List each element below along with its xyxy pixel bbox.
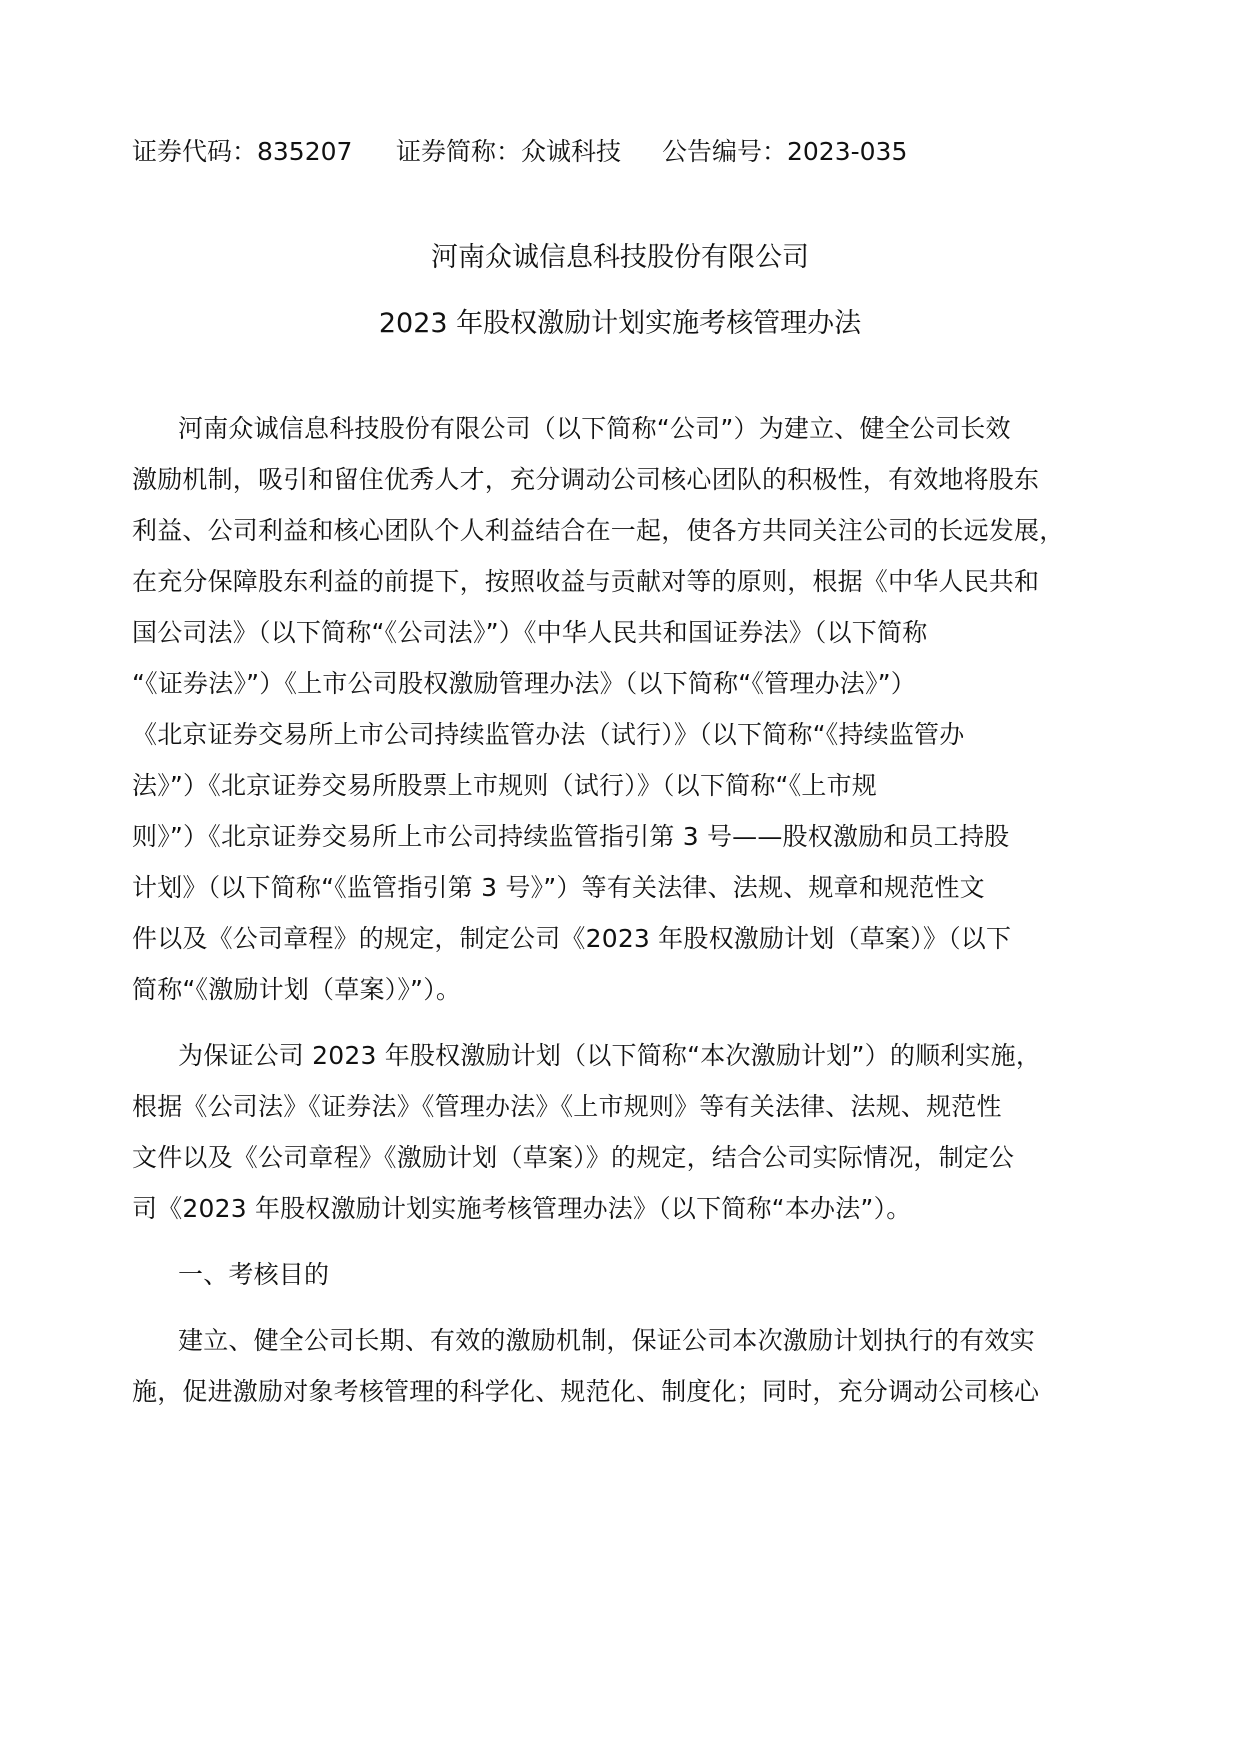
paragraph-line: 施，促进激励对象考核管理的科学化、规范化、制度化；同时，充分调动公司核心 [132, 1377, 1040, 1406]
paragraph-line: 计划》（以下简称“《监管指引第 3 号》”）等有关法律、法规、规章和规范性文 [132, 873, 985, 902]
paragraph-line: 在充分保障股东利益的前提下，按照收益与贡献对等的原则，根据《中华人民共和 [132, 567, 1040, 596]
paragraph-line: 文件以及《公司章程》《激励计划（草案）》的规定，结合公司实际情况，制定公 [132, 1143, 1015, 1172]
announcement-number: 公告编号：2023-035 [662, 137, 908, 166]
paragraph-line: 建立、健全公司长期、有效的激励机制，保证公司本次激励计划执行的有效实 [178, 1326, 1035, 1355]
paragraph-line: 司《2023 年股权激励计划实施考核管理办法》（以下简称“本办法”）。 [132, 1194, 912, 1223]
document-title-subject: 2023 年股权激励计划实施考核管理办法 [378, 308, 862, 339]
securities-short-name: 证券简称：众诚科技 [396, 137, 622, 166]
paragraph-line: 激励机制，吸引和留住优秀人才，充分调动公司核心团队的积极性，有效地将股东 [132, 465, 1040, 494]
paragraph-line: 利益、公司利益和核心团队个人利益结合在一起，使各方共同关注公司的长远发展， [132, 516, 1065, 545]
paragraph-line: 《北京证券交易所上市公司持续监管办法（试行）》（以下简称“《持续监管办 [132, 720, 965, 749]
document-title-company: 河南众诚信息科技股份有限公司 [431, 242, 809, 273]
paragraph-line: 简称“《激励计划（草案）》”）。 [132, 975, 462, 1004]
paragraph-line: 法》”）《北京证券交易所股票上市规则（试行）》（以下简称“《上市规 [132, 771, 878, 800]
paragraph-line: 则》”）《北京证券交易所上市公司持续监管指引第 3 号——股权激励和员工持股 [132, 822, 1010, 851]
paragraph-line: 国公司法》（以下简称“《公司法》”）《中华人民共和国证券法》（以下简称 [132, 618, 928, 647]
paragraph-line: 根据《公司法》《证券法》《管理办法》《上市规则》等有关法律、法规、规范性 [132, 1092, 1002, 1121]
paragraph-line: 件以及《公司章程》的规定，制定公司《2023 年股权激励计划（草案）》（以下 [132, 924, 1012, 953]
securities-code: 证券代码：835207 [132, 137, 353, 166]
section-heading: 一、考核目的 [178, 1260, 330, 1289]
paragraph-line: 河南众诚信息科技股份有限公司（以下简称“公司”）为建立、健全公司长效 [178, 414, 1011, 443]
paragraph-line: “《证券法》”）《上市公司股权激励管理办法》（以下简称“《管理办法》”） [132, 669, 917, 698]
paragraph-line: 为保证公司 2023 年股权激励计划（以下简称“本次激励计划”）的顺利实施， [178, 1041, 1042, 1070]
